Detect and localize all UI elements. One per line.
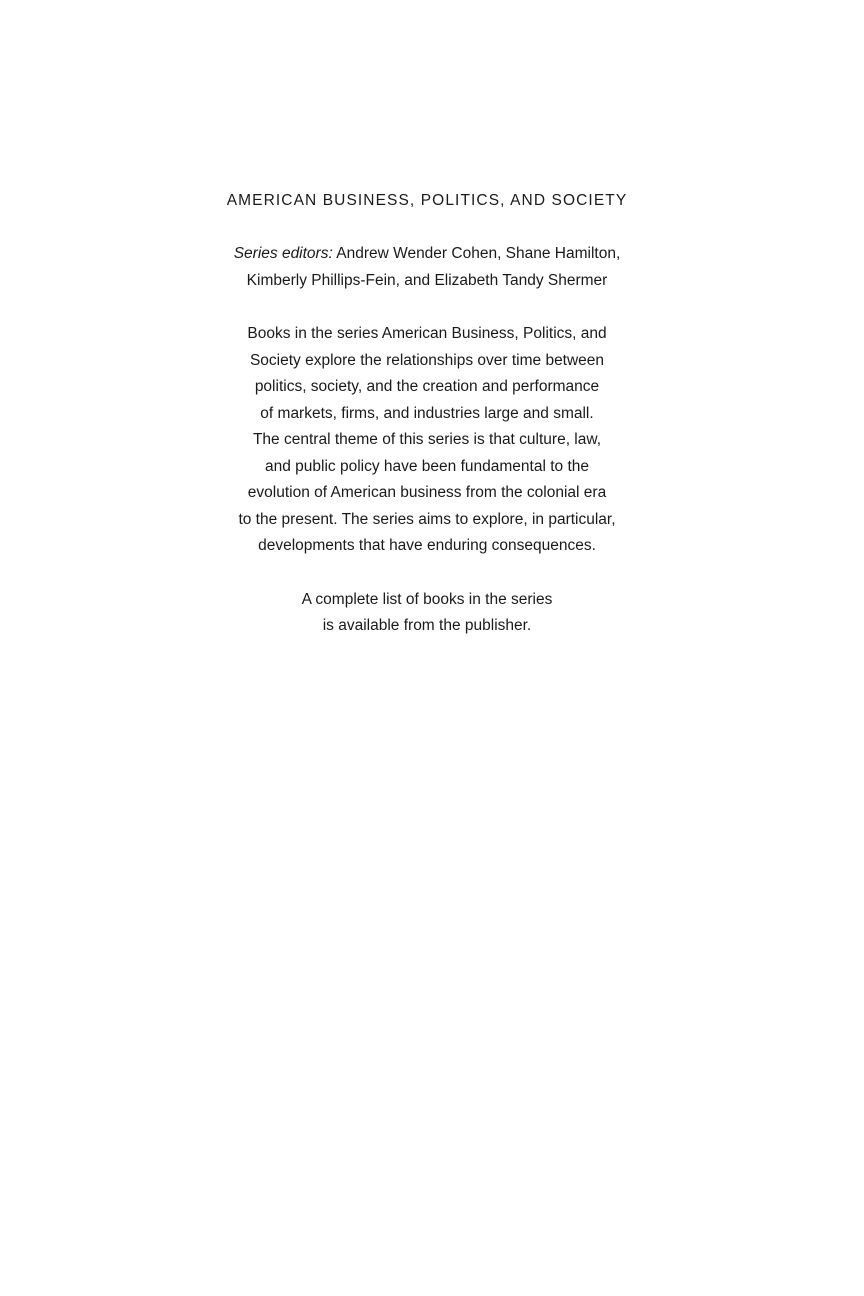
editors-line-1 — [200, 241, 654, 268]
availability-line: A complete list of books in the series — [301, 590, 553, 608]
description-line: of markets, firms, and industries large and small. — [260, 404, 594, 422]
series-description — [200, 321, 654, 560]
availability-note — [200, 587, 654, 640]
editors-line-2: Kimberly Phillips-Fein, and Elizabeth Tandy Shermer — [246, 271, 608, 289]
description-line: and public policy have been fundamental to the — [264, 457, 589, 475]
description-line: evolution of American business from the colonial era — [247, 484, 607, 501]
series-editors — [200, 241, 654, 294]
description-line: politics, society, and the creation and performance — [254, 378, 600, 395]
description-line: The central theme of this series is that culture, law, — [252, 431, 602, 448]
series-title: AMERICAN BUSINESS, POLITICS, AND SOCIETY — [226, 192, 628, 209]
description-line: developments that have enduring consequences. — [258, 537, 596, 554]
editors-names-part-1: Andrew Wender Cohen, Shane Hamilton, — [336, 245, 621, 262]
description-line: Society explore the relationships over time between — [249, 351, 605, 369]
description-line: Books in the series American Business, Politics, and — [247, 325, 607, 342]
editors-label: Series editors: — [233, 245, 333, 262]
description-line: to the present. The series aims to explore, in particular, — [238, 510, 616, 528]
availability-line: is available from the publisher. — [322, 617, 532, 634]
series-page-content — [200, 188, 654, 640]
